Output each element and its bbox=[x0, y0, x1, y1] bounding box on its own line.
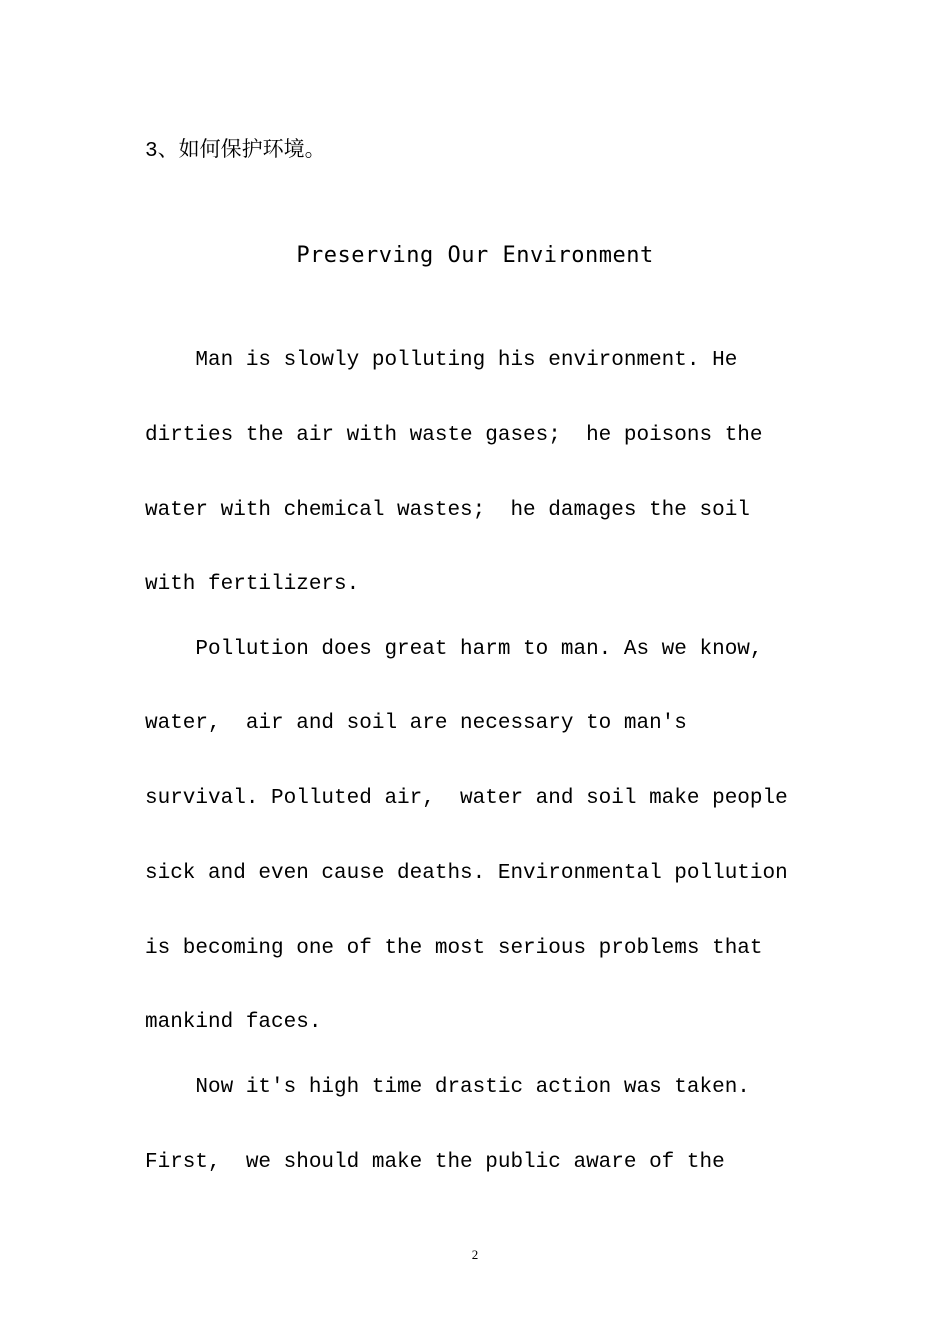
body-line-9: is becoming one of the most serious problems that bbox=[145, 937, 763, 960]
body-line-1: Man is slowly polluting his environment. He bbox=[145, 349, 738, 372]
body-line-6: water, air and soil are necessary to man's bbox=[145, 712, 687, 735]
body-line-7: survival. Polluted air, water and soil make people bbox=[145, 787, 788, 810]
body-line-12: First, we should make the public aware of the bbox=[145, 1151, 725, 1174]
page-number: 2 bbox=[471, 1247, 479, 1262]
essay-title: Preserving Our Environment bbox=[296, 243, 654, 268]
section-item: 3、如何保护环境。 bbox=[145, 140, 326, 163]
body-line-2: dirties the air with waste gases; he poisons the bbox=[145, 424, 763, 447]
body-line-3: water with chemical wastes; he damages the soil bbox=[145, 499, 750, 522]
body-line-5: Pollution does great harm to man. As we know, bbox=[145, 638, 763, 661]
body-line-11: Now it's high time drastic action was taken. bbox=[145, 1076, 750, 1099]
body-line-4: with fertilizers. bbox=[145, 573, 360, 596]
body-line-10: mankind faces. bbox=[145, 1011, 322, 1034]
body-line-8: sick and even cause deaths. Environmental pollution bbox=[145, 862, 788, 885]
